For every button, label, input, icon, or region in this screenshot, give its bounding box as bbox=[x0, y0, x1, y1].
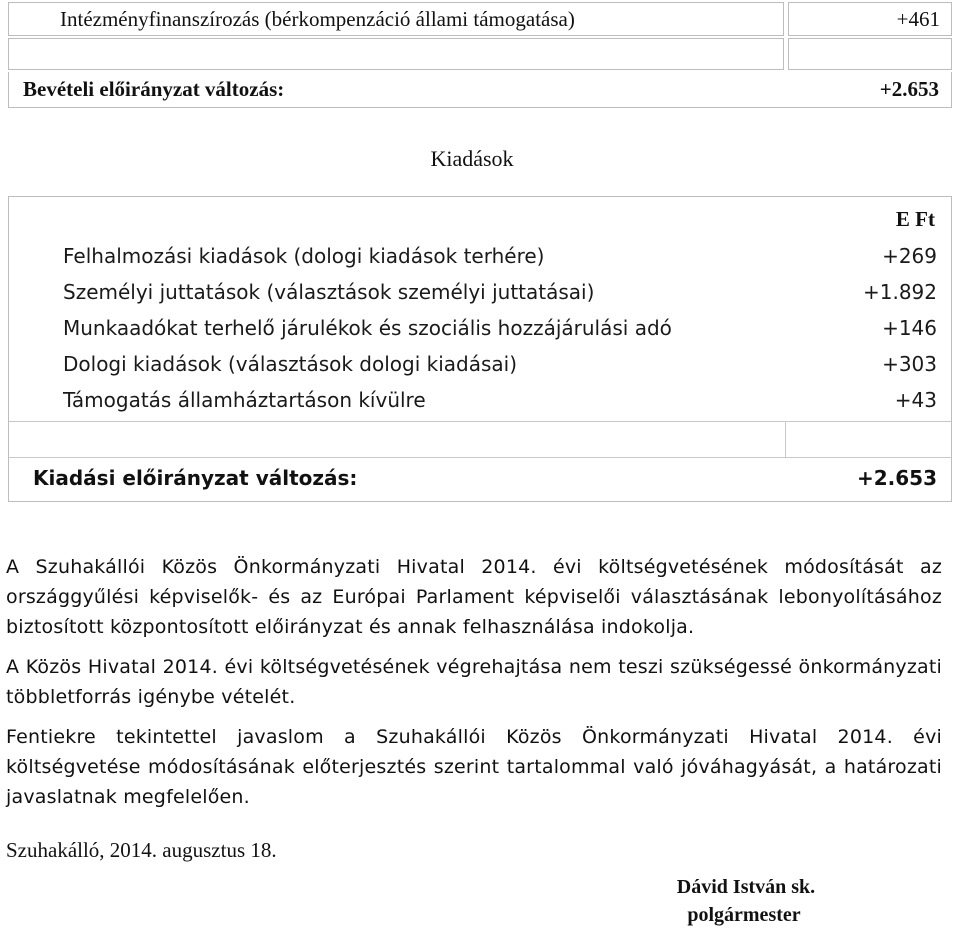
row-value: +43 bbox=[894, 388, 937, 412]
row-label: Munkaadókat terhelő járulékok és szociális hozzájárulási adó bbox=[63, 316, 672, 340]
place-date: Szuhakálló, 2014. augusztus 18. bbox=[6, 838, 277, 862]
row-label: Személyi juttatások (választások személyi juttatásai) bbox=[63, 280, 595, 304]
table-row bbox=[9, 275, 953, 311]
revenue-total-row bbox=[8, 72, 952, 108]
paragraph: A Közös Hivatal 2014. évi költségvetésének végrehajtása nem teszi szükségessé önkormányzati többletforrás igénybe vételét. bbox=[6, 656, 942, 708]
row-value: +146 bbox=[882, 316, 937, 340]
paragraph: Fentiekre tekintettel javaslom a Szuhakállói Közös Önkormányzati Hivatal 2014. évi költségvetése módosításának előterjesztés szerint tartalommal való jóváhagyását, a határozati javaslatnak megfelelően. bbox=[6, 726, 942, 808]
expenses-total-label: Kiadási előirányzat változás: bbox=[33, 466, 358, 490]
expenses-total-row bbox=[9, 463, 953, 499]
row-value: +303 bbox=[882, 352, 937, 376]
divider bbox=[785, 421, 786, 457]
table-row-empty bbox=[8, 38, 952, 70]
table-row bbox=[9, 239, 953, 275]
row-label: Intézményfinanszírozás (bérkompenzáció állami támogatása) bbox=[60, 7, 575, 31]
revenue-total-value: +2.653 bbox=[879, 77, 939, 101]
row-value: +1.892 bbox=[862, 280, 937, 304]
divider bbox=[9, 421, 951, 422]
table-row bbox=[9, 383, 953, 419]
revenue-total-label: Bevételi előirányzat változás: bbox=[23, 77, 285, 101]
table-row bbox=[9, 311, 953, 347]
expenses-total-value: +2.653 bbox=[856, 466, 937, 490]
divider bbox=[9, 457, 951, 458]
unit-label: E Ft bbox=[895, 207, 935, 231]
table-row bbox=[9, 347, 953, 383]
expenses-table bbox=[8, 196, 952, 502]
row-value: +461 bbox=[896, 7, 940, 31]
row-label: Dologi kiadások (választások dologi kiadásai) bbox=[63, 352, 518, 376]
row-value: +269 bbox=[882, 244, 937, 268]
paragraph: A Szuhakállói Közös Önkormányzati Hivatal 2014. évi költségvetésének módosítását az országgyűlési képviselők- és az Európai Parlament képviselői választásának lebonyolításához biztosított központosított előirányzat és annak felhasználása indokolja. bbox=[6, 556, 942, 638]
row-label: Támogatás államháztartáson kívülre bbox=[63, 388, 426, 412]
row-label: Felhalmozási kiadások (dologi kiadások terhére) bbox=[63, 244, 545, 268]
signature-title: polgármester bbox=[687, 904, 801, 926]
section-title: Kiadások bbox=[430, 146, 514, 171]
signature-name: Dávid István sk. bbox=[676, 876, 816, 898]
table-row bbox=[8, 2, 952, 36]
